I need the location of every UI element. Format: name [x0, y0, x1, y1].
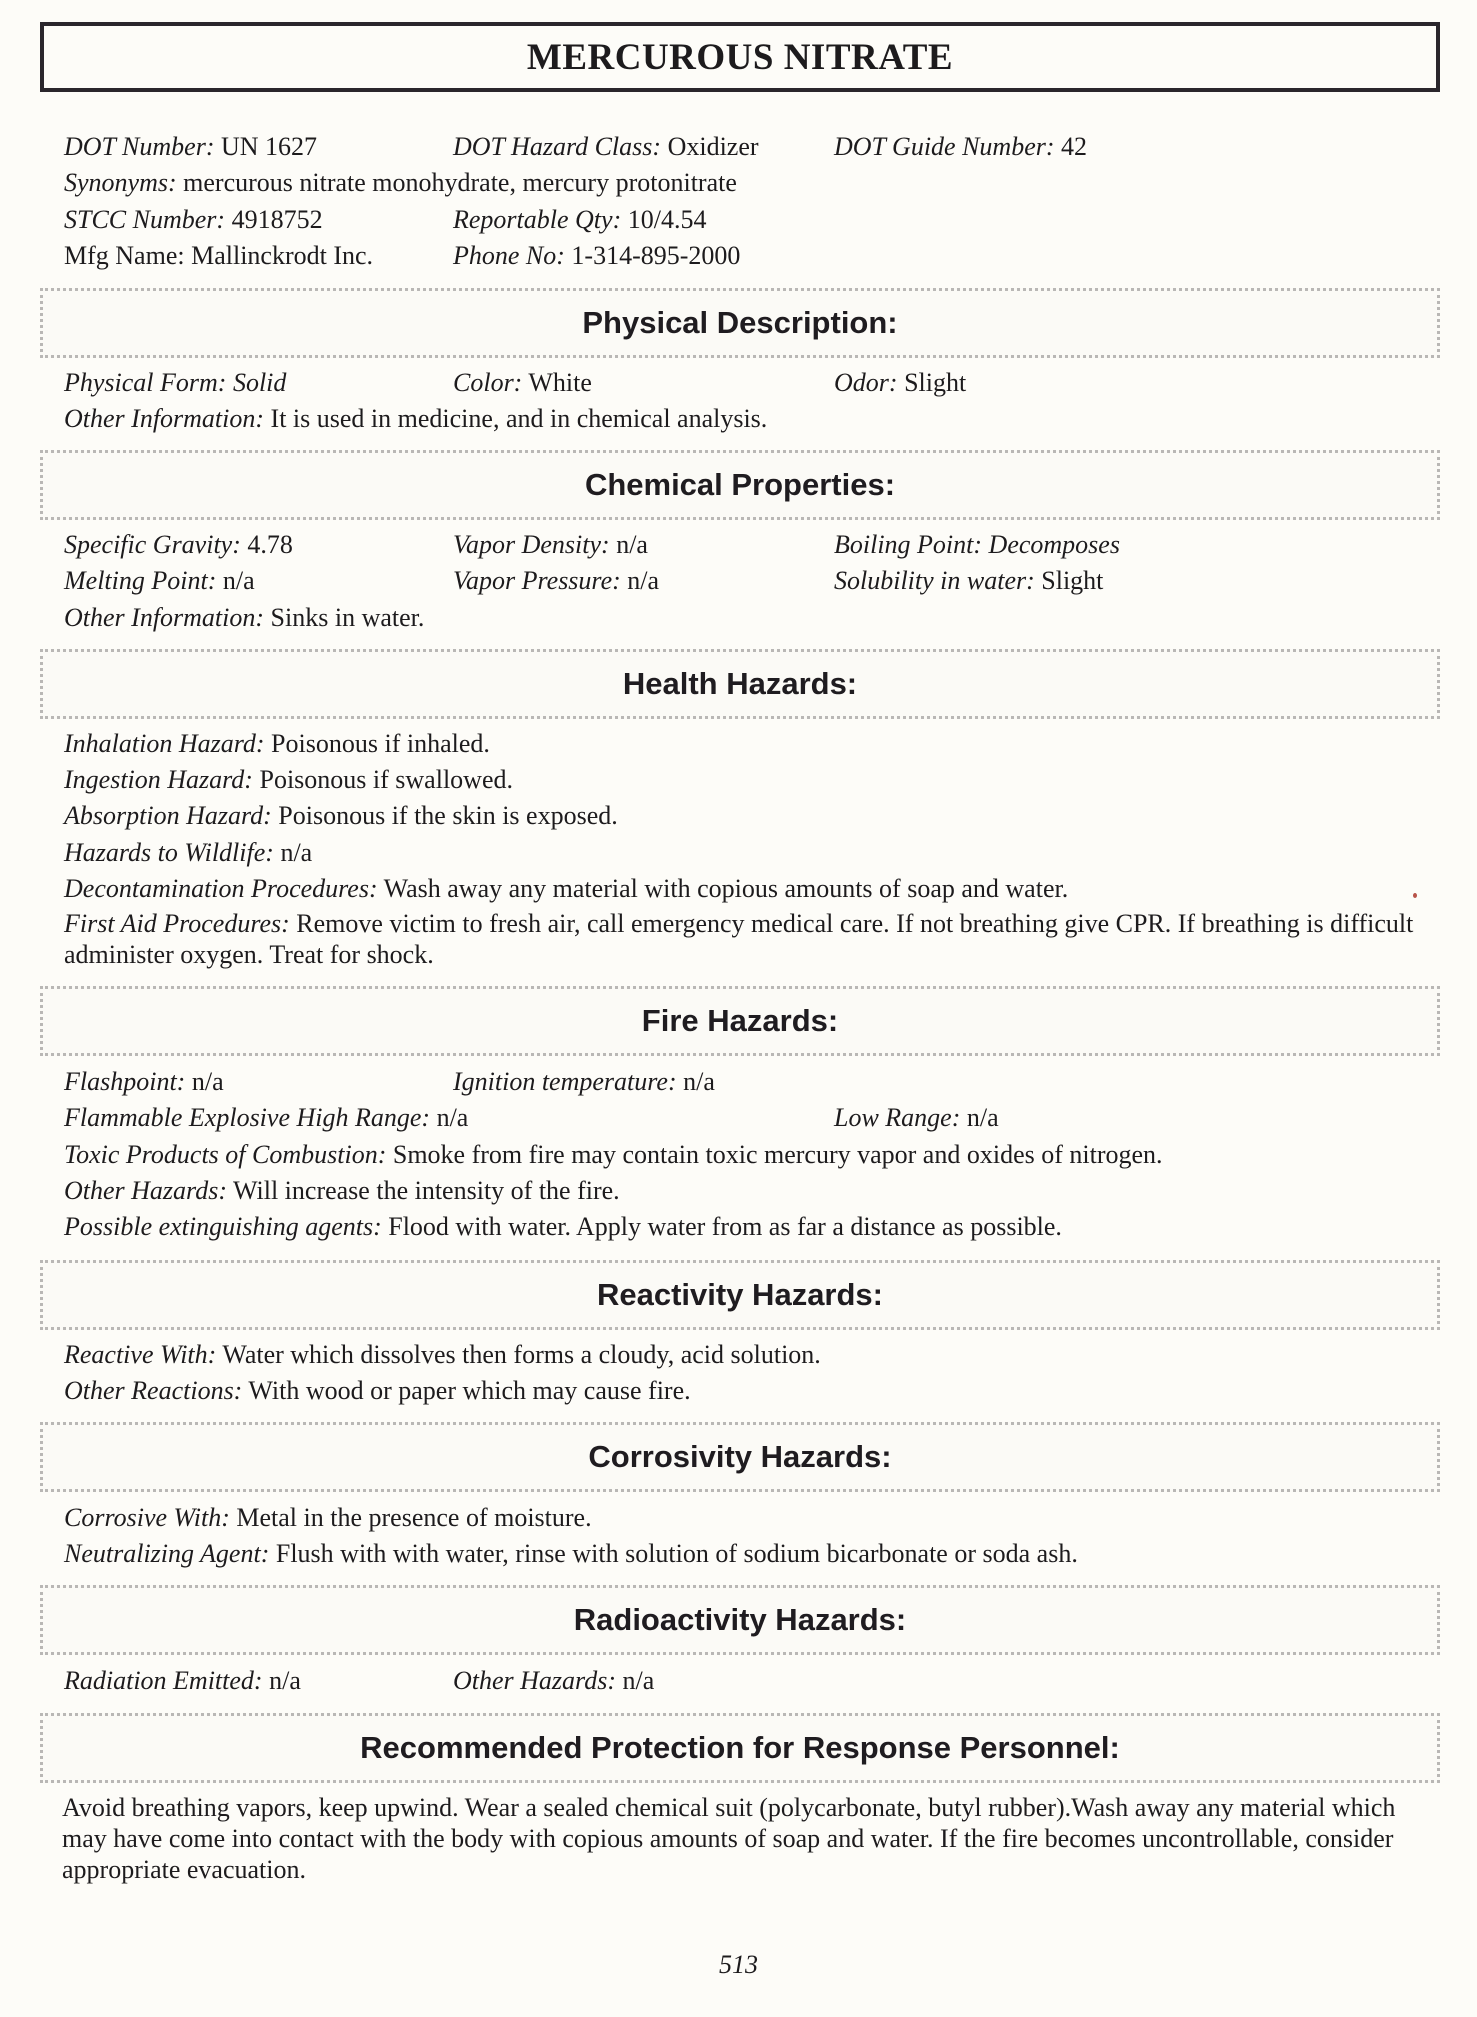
chemical-other-information: Other Information: Sinks in water.	[64, 603, 425, 632]
page-number: 513	[719, 1950, 758, 1979]
extinguishing-agents: Possible extinguishing agents: Flood with water. Apply water from as far a distance as possible.	[64, 1212, 1062, 1241]
section-fire-hazards: Fire Hazards:	[40, 986, 1440, 1056]
section-radioactivity-hazards: Radioactivity Hazards:	[40, 1585, 1440, 1655]
solubility-in-water: Solubility in water: Slight	[834, 566, 1104, 595]
protection-text: Avoid breathing vapors, keep upwind. Wear a sealed chemical suit (polycarbonate, butyl rubber).Wash away any material which may have come into contact with the body with copious amounts of soap and water. If the fire becomes uncontrollable, consider appropriate evacuation.	[62, 1793, 1396, 1884]
radioactivity-other-hazards: Other Hazards: n/a	[453, 1666, 655, 1695]
flashpoint: Flashpoint: n/a	[64, 1067, 224, 1096]
synonyms: Synonyms: mercurous nitrate monohydrate, mercury protonitrate	[64, 168, 737, 197]
mfg-name: Mfg Name: Mallinckrodt Inc.	[64, 241, 374, 270]
flammable-high-range: Flammable Explosive High Range: n/a	[64, 1103, 469, 1132]
absorption-hazard: Absorption Hazard: Poisonous if the skin is exposed.	[64, 801, 618, 830]
specific-gravity: Specific Gravity: 4.78	[64, 530, 293, 559]
corrosive-with: Corrosive With: Metal in the presence of moisture.	[64, 1503, 592, 1532]
color: Color: White	[453, 368, 592, 397]
neutralizing-agent: Neutralizing Agent: Flush with with water, rinse with solution of sodium bicarbonate or soda ash.	[64, 1539, 1078, 1568]
dot-number: DOT Number: UN 1627	[64, 132, 318, 161]
hazards-to-wildlife: Hazards to Wildlife: n/a	[64, 838, 313, 867]
dot-guide-number: DOT Guide Number: 42	[834, 132, 1088, 161]
dot-hazard-class: DOT Hazard Class: Oxidizer	[453, 132, 759, 161]
stcc-number: STCC Number: 4918752	[64, 205, 323, 234]
first-aid-procedures: First Aid Procedures: Remove victim to fresh air, call emergency medical care. If not breathing give CPR. If breathing is difficult administer oxygen. Treat for shock.	[64, 909, 1414, 969]
vapor-pressure: Vapor Pressure: n/a	[453, 566, 660, 595]
decontamination-procedures: Decontamination Procedures: Wash away any material with copious amounts of soap and water.	[64, 874, 1069, 903]
fire-other-hazards: Other Hazards: Will increase the intensity of the fire.	[64, 1176, 620, 1205]
toxic-products-of-combustion: Toxic Products of Combustion: Smoke from fire may contain toxic mercury vapor and oxides of nitrogen.	[64, 1140, 1163, 1169]
ink-speck	[1413, 893, 1417, 898]
inhalation-hazard: Inhalation Hazard: Poisonous if inhaled.	[64, 729, 490, 758]
section-recommended-protection: Recommended Protection for Response Personnel:	[40, 1713, 1440, 1783]
section-physical-description: Physical Description:	[40, 288, 1440, 358]
other-reactions: Other Reactions: With wood or paper which may cause fire.	[64, 1376, 691, 1405]
document-title: MERCUROUS NITRATE	[40, 22, 1440, 92]
boiling-point: Boiling Point: Decomposes	[834, 530, 1120, 559]
radiation-emitted: Radiation Emitted: n/a	[64, 1666, 301, 1695]
section-reactivity-hazards: Reactivity Hazards:	[40, 1260, 1440, 1330]
physical-form: Physical Form: Solid	[64, 368, 287, 397]
physical-other-information: Other Information: It is used in medicine, and in chemical analysis.	[64, 404, 768, 433]
ingestion-hazard: Ingestion Hazard: Poisonous if swallowed.	[64, 765, 513, 794]
ignition-temperature: Ignition temperature: n/a	[453, 1067, 715, 1096]
section-health-hazards: Health Hazards:	[40, 649, 1440, 719]
vapor-density: Vapor Density: n/a	[453, 530, 648, 559]
reportable-qty: Reportable Qty: 10/4.54	[453, 205, 707, 234]
odor: Odor: Slight	[834, 368, 967, 397]
section-corrosivity-hazards: Corrosivity Hazards:	[40, 1422, 1440, 1492]
low-range: Low Range: n/a	[834, 1103, 999, 1132]
melting-point: Melting Point: n/a	[64, 566, 255, 595]
section-chemical-properties: Chemical Properties:	[40, 450, 1440, 520]
phone-no: Phone No: 1-314-895-2000	[453, 241, 741, 270]
reactive-with: Reactive With: Water which dissolves then forms a cloudy, acid solution.	[64, 1340, 821, 1369]
